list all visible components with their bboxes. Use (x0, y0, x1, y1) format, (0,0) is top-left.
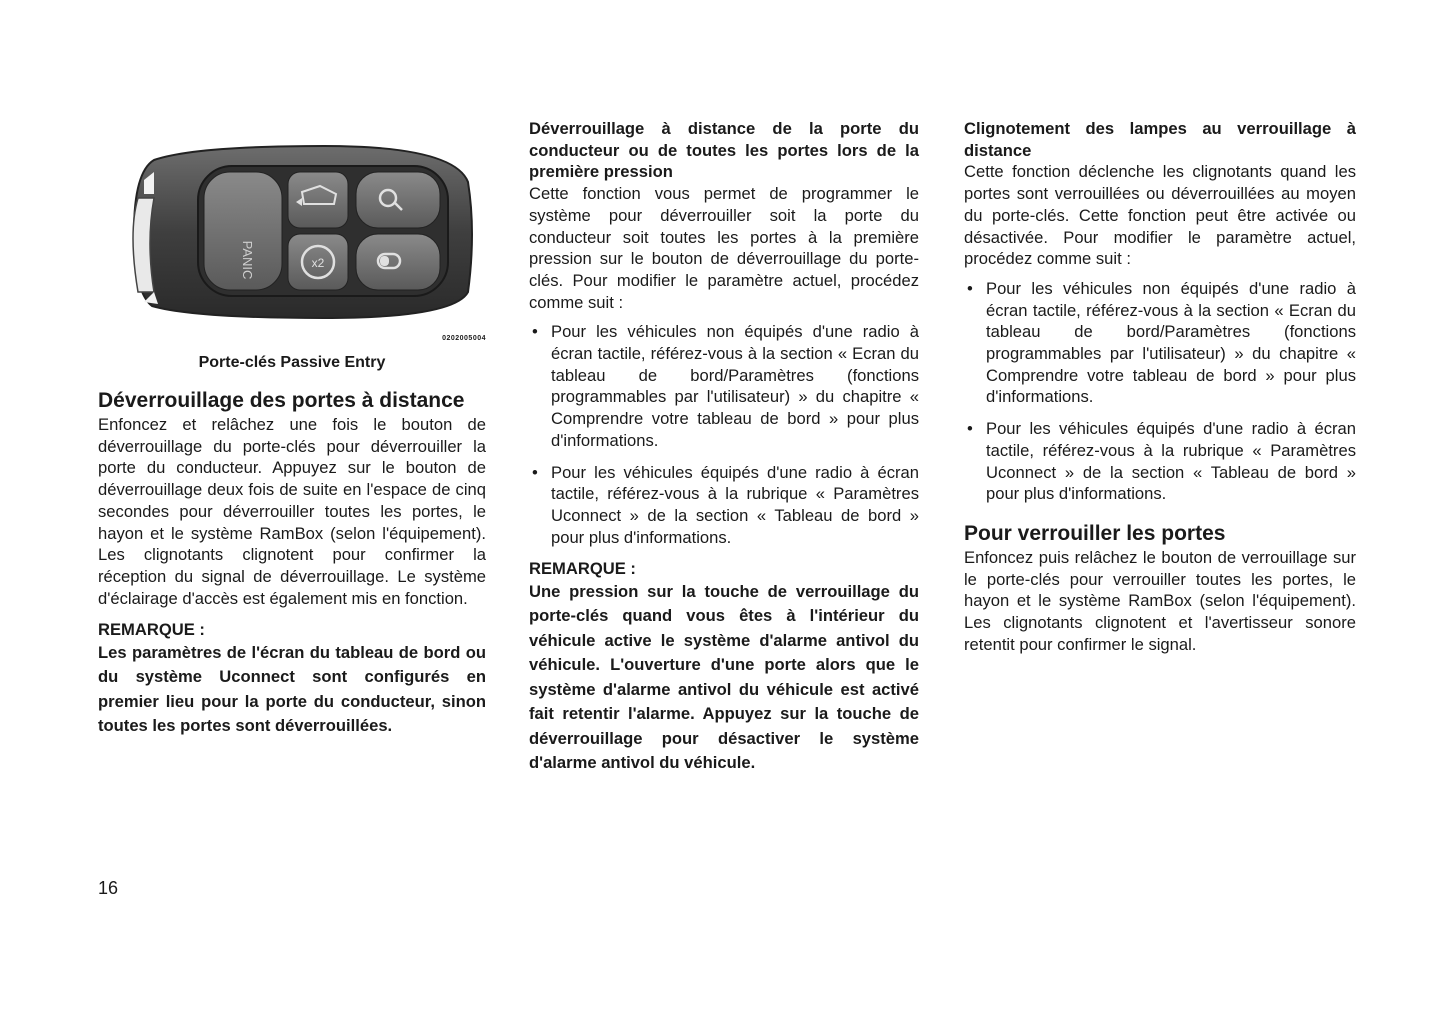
column-1 (98, 388, 486, 739)
list-item: • Pour les véhicules équipés d'une radio à écran tactile, référez-vous à la rubrique « Paramètres Uconnect » de la section « Tableau de bord » pour plus d'informations. (532, 462, 919, 547)
svg-text:x2: x2 (311, 256, 325, 270)
lock-doors-paragraph: Enfoncez puis relâchez le bouton de verrouillage sur le porte-clés pour verrouiller toutes les portes, le hayon et le système RamBox (selon l'équipement). Les clignotants clignotent et l'avertisseur sonore retentit pour confirmer le signal. (964, 547, 1356, 654)
subsection-heading-first-press: Déverrouillage à distance de la porte du conducteur ou de toutes les portes lors de la première pression (529, 119, 919, 182)
panic-label: PANIC (240, 240, 255, 280)
section-heading-remote-unlock: Déverrouillage des portes à distance (98, 389, 465, 412)
remote-unlock-paragraph: Enfoncez et relâchez une fois le bouton de déverrouillage du porte-clés pour déverrouiller la porte du conducteur. Appuyez sur le bouton de déverrouillage deux fois de suite en l'espace de cinq secondes pour déverrouiller toutes les portes, le hayon et le système RamBox (selon l'équipement). Les clignotants clignotent pour confirmer la réception du signal de déverrouillage. Le système d'éclairage d'accès est également mis en fonction. (98, 415, 486, 608)
page-number: 16 (98, 878, 119, 898)
bullet-icon: • (967, 419, 973, 439)
flash-lamps-paragraph: Cette fonction déclenche les clignotants quand les portes sont verrouillées ou déverrouillées au moyen du porte-clés. Cette fonction peut être activée ou désactivée. Pour modifier le paramètre actuel, procédez comme suit : (964, 162, 1356, 269)
column-3 (964, 118, 1356, 655)
bullet-icon: • (967, 278, 973, 298)
bullet-icon: • (532, 322, 538, 342)
list-item: • Pour les véhicules non équipés d'une radio à écran tactile, référez-vous à la section « Ecran du tableau de bord/Paramètres (fonctions programmables par l'utilisateur) » du chapitre « Comprendre votre tableau de bord » pour plus d'informations. (967, 278, 1356, 407)
subsection-heading-flash-lamps: Clignotement des lampes au verrouillage à distance (964, 119, 1356, 160)
bullet-list (964, 278, 1356, 505)
note-text: Une pression sur la touche de verrouillage du porte-clés quand vous êtes à l'intérieur du véhicule active le système d'alarme antivol du véhicule. L'ouverture d'une porte alors que le système d'alarme antivol du véhicule est activé fait retentir l'alarme. Appuyez sur la touche de déverrouillage pour désactiver le système d'alarme antivol du véhicule. (529, 582, 919, 772)
section-heading-lock-doors: Pour verrouiller les portes (964, 521, 1226, 545)
key-fob-figure (124, 142, 486, 342)
bullet-icon: • (532, 462, 538, 482)
list-item: • Pour les véhicules équipés d'une radio à écran tactile, référez-vous à la rubrique « Paramètres Uconnect » de la section « Tableau de bord » pour plus d'informations. (967, 419, 1356, 504)
first-press-paragraph: Cette fonction vous permet de programmer le système pour déverrouiller soit la porte du conducteur soit toutes les portes à la première pression sur le bouton de déverrouillage du porte-clés. Pour modifier le paramètre actuel, procédez comme suit : (529, 184, 919, 312)
list-item: • Pour les véhicules non équipés d'une radio à écran tactile, référez-vous à la section « Ecran du tableau de bord/Paramètres (fonctions programmables par l'utilisateur) » du chapitre « Comprendre votre tableau de bord » pour plus d'informations. (532, 322, 919, 450)
figure-code: 0202005004 (442, 335, 486, 342)
figure-caption: Porte-clés Passive Entry (198, 354, 386, 371)
note-label: REMARQUE : (529, 559, 636, 579)
note-label: REMARQUE : (98, 620, 205, 640)
column-2 (529, 118, 919, 775)
key-fob-illustration (124, 142, 486, 342)
note-text: Les paramètres de l'écran du tableau de bord ou du système Uconnect sont configurés en premier lieu pour la porte du conducteur, sinon toutes les portes sont déverrouillées. (98, 643, 486, 736)
bullet-list (529, 321, 919, 548)
